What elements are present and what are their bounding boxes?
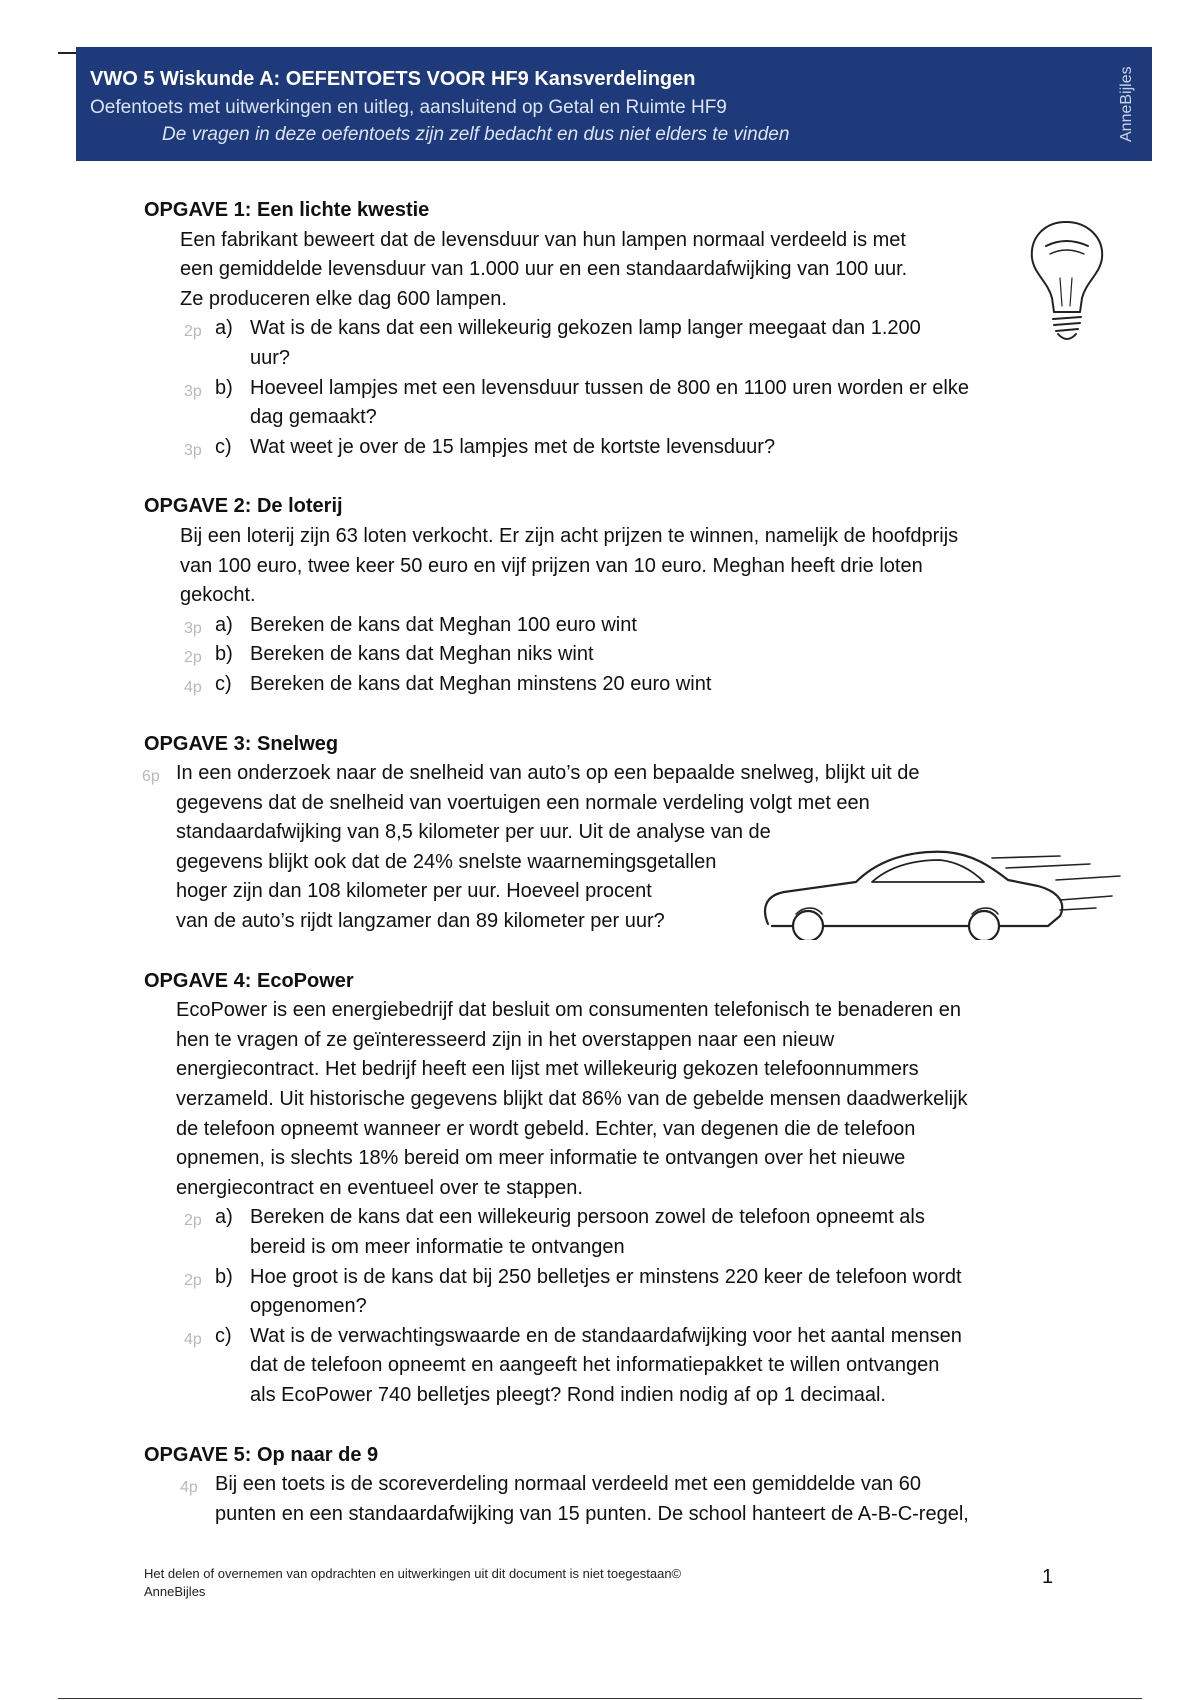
intro-line: Een fabrikant beweert dat de levensduur van hun lampen normaal verdeeld is met [180, 228, 906, 251]
question-label: b) [215, 1265, 233, 1288]
intro-line: verzameld. Uit historische gegevens blijkt dat 86% van de gebelde mensen daadwerkelijk [176, 1088, 968, 1111]
intro-line: een gemiddelde levensduur van 1.000 uur en een standaardafwijking van 100 uur. [180, 258, 908, 281]
question-1c [144, 433, 1074, 463]
header-subtitle: Oefentoets met uitwerkingen en uitleg, aansluitend op Getal en Ruimte HF9 [90, 97, 727, 118]
question-label: c) [215, 435, 232, 458]
intro-line: gekocht. [180, 584, 256, 607]
question-line: Wat is de verwachtingswaarde en de standaardafwijking voor het aantal mensen [250, 1324, 962, 1347]
footer-line: Het delen of overnemen van opdrachten en uitwerkingen uit dit document is niet toegestaan© [144, 1566, 682, 1581]
footer-copyright [144, 1565, 944, 1601]
header-title: VWO 5 Wiskunde A: OEFENTOETS VOOR HF9 Kansverdelingen [90, 68, 696, 90]
lightbulb-illustration [1026, 216, 1106, 348]
question-label: a) [215, 1206, 233, 1229]
question-points: 3p [184, 441, 202, 459]
car-illustration [760, 840, 1130, 940]
question-2a [144, 611, 1074, 641]
opgave-2 [144, 492, 1074, 699]
question-points: 2p [184, 323, 202, 341]
opgave-title: OPGAVE 4: EcoPower [144, 969, 354, 992]
question-line: als EcoPower 740 belletjes pleegt? Rond indien nodig af op 1 decimaal. [250, 1383, 886, 1406]
text-line: van de auto’s rijdt langzamer dan 89 kilometer per uur? [176, 910, 665, 933]
document-header [76, 47, 1152, 161]
question-line: dag gemaakt? [250, 406, 377, 429]
question-line: Hoe groot is de kans dat bij 250 belletjes er minstens 220 keer de telefoon wordt [250, 1265, 962, 1288]
question-points: 3p [184, 619, 202, 637]
question-points: 2p [184, 1212, 202, 1230]
question-points: 2p [184, 649, 202, 667]
question-2b [144, 640, 1074, 670]
question-points: 2p [184, 1271, 202, 1289]
intro-line: Ze produceren elke dag 600 lampen. [180, 287, 507, 310]
question-line: bereid is om meer informatie te ontvangen [250, 1236, 625, 1258]
question-1a [144, 314, 1074, 373]
question-label: b) [215, 643, 233, 666]
question-4c [144, 1322, 1074, 1411]
text-line: In een onderzoek naar de snelheid van auto’s op een bepaalde snelweg, blijkt uit de [176, 762, 920, 785]
question-line: Bereken de kans dat Meghan niks wint [250, 643, 594, 666]
opgave-title: OPGAVE 5: Op naar de 9 [144, 1443, 379, 1466]
question-points: 4p [180, 1479, 198, 1497]
question-line: Hoeveel lampjes met een levensduur tussen de 800 en 1100 uren worden er elke [250, 376, 969, 399]
opgave-5 [144, 1441, 1074, 1530]
question-points: 4p [184, 1330, 202, 1348]
text-line: Bij een toets is de scoreverdeling normaal verdeeld met een gemiddelde van 60 [215, 1473, 921, 1496]
text-line: hoger zijn dan 108 kilometer per uur. Hoeveel procent [176, 880, 652, 903]
question-line: opgenomen? [250, 1295, 367, 1318]
intro-line: energiecontract. Het bedrijf heeft een lijst met willekeurig gekozen telefoonnummers [176, 1058, 919, 1081]
question-2c [144, 670, 1074, 700]
intro-line: opnemen, is slechts 18% bereid om meer informatie te ontvangen over het nieuwe [176, 1147, 906, 1170]
opgave-intro [144, 226, 1074, 315]
text-line: gegevens blijkt ook dat de 24% snelste waarnemingsgetallen [176, 850, 717, 873]
question-line: uur? [250, 346, 291, 369]
intro-line: hen te vragen of ze geïnteresseerd zijn in het overstappen naar een nieuw [176, 1028, 835, 1051]
question-line: dat de telefoon opneemt en aangeeft het informatiepakket te willen ontvangen [250, 1354, 940, 1377]
question-points: 6p [142, 768, 160, 786]
intro-line: van 100 euro, twee keer 50 euro en vijf prijzen van 10 euro. Meghan heeft drie loten [180, 554, 923, 577]
opgave-1 [144, 196, 1074, 462]
intro-line: EcoPower is een energiebedrijf dat besluit om consumenten telefonisch te benaderen en [176, 999, 961, 1022]
question-1b [144, 374, 1074, 433]
opgave-title: OPGAVE 2: De loterij [144, 495, 343, 518]
question-line: Bereken de kans dat Meghan minstens 20 euro wint [250, 672, 712, 695]
page-number: 1 [1042, 1566, 1054, 1588]
opgave-intro [144, 522, 1074, 611]
question-line: Bereken de kans dat Meghan 100 euro wint [250, 613, 637, 636]
question-label: c) [215, 1324, 232, 1347]
question-label: b) [215, 376, 233, 399]
opgave-4 [144, 967, 1074, 1411]
question-line: Wat weet je over de 15 lampjes met de kortste levensduur? [250, 435, 776, 458]
header-note: De vragen in deze oefentoets zijn zelf bedacht en dus niet elders te vinden [162, 124, 790, 145]
opgave-intro [144, 996, 1074, 1203]
opgave-5-text [144, 1470, 1074, 1529]
intro-line: Bij een loterij zijn 63 loten verkocht. Er zijn acht prijzen te winnen, namelijk de hoofdprijs [180, 524, 959, 547]
footer-line: AnneBijles [144, 1584, 206, 1599]
intro-line: de telefoon opneemt wanneer er wordt gebeld. Echter, van degenen die de telefoon [176, 1117, 916, 1140]
question-points: 4p [184, 678, 202, 696]
question-4b [144, 1263, 1074, 1322]
intro-line: energiecontract en eventueel over te stappen. [176, 1176, 583, 1199]
question-points: 3p [184, 382, 202, 400]
text-line: gegevens dat de snelheid van voertuigen een normale verdeling volgt met een [176, 791, 870, 814]
top-rule [58, 52, 76, 54]
text-line: punten en een standaardafwijking van 15 punten. De school hanteert de A-B-C-regel, [215, 1502, 969, 1525]
text-line: standaardafwijking van 8,5 kilometer per uur. Uit de analyse van de [176, 821, 771, 844]
brand-label: AnneBijles [1118, 66, 1135, 142]
question-4a [144, 1203, 1074, 1262]
question-label: a) [215, 317, 233, 340]
question-label: a) [215, 613, 233, 636]
question-line: Bereken de kans dat een willekeurig persoon zowel de telefoon opneemt als [250, 1206, 925, 1229]
question-label: c) [215, 672, 232, 695]
opgave-title: OPGAVE 1: Een lichte kwestie [144, 199, 430, 221]
bottom-rule [58, 1698, 1142, 1699]
opgave-title: OPGAVE 3: Snelweg [144, 732, 339, 755]
question-line: Wat is de kans dat een willekeurig gekozen lamp langer meegaat dan 1.200 [250, 317, 921, 340]
